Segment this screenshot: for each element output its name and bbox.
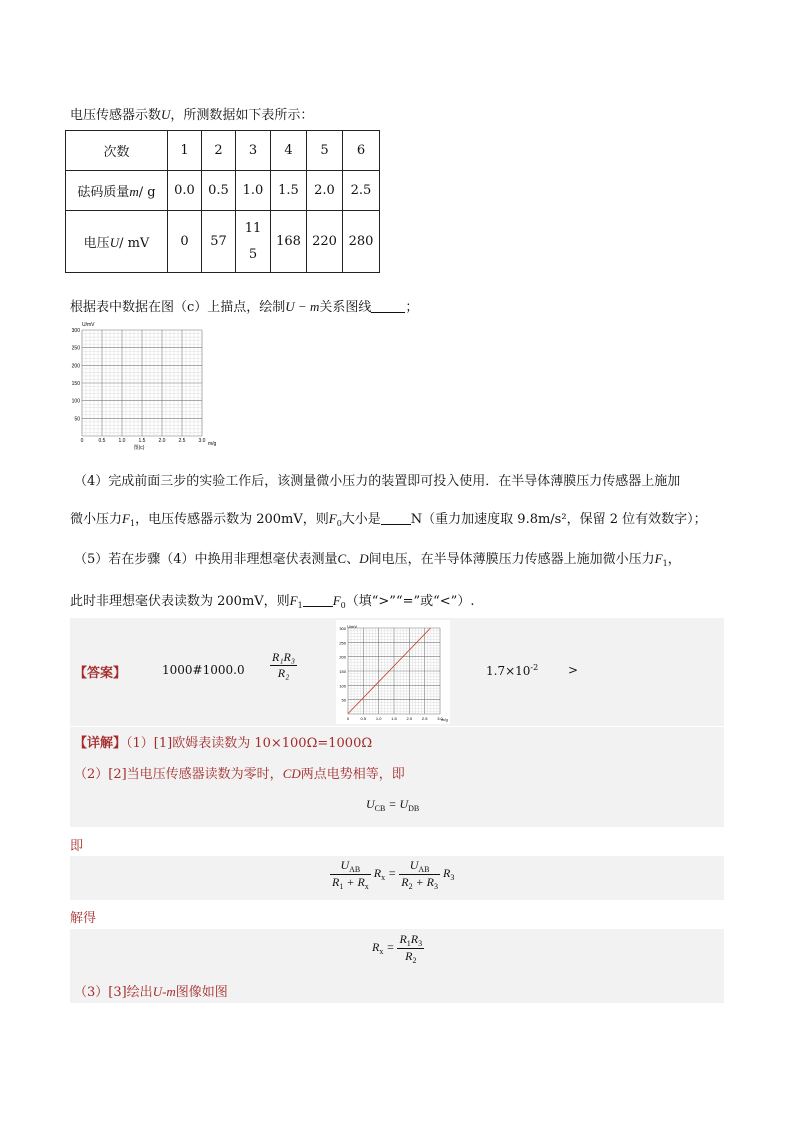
answer-2-fraction: $\frac{\text{R₁R₃}}{\text{R₂}}$ [272, 650, 296, 680]
y-tick-label: 250 [339, 640, 346, 646]
y-tick-label: 200 [339, 654, 346, 660]
detail-line3: （3）[3]绘出U-m图像如图 [74, 984, 228, 1000]
mass-cell: 0.0 [168, 171, 202, 211]
voltage-cell: 0 [168, 211, 202, 273]
voltage-cell: 280 [343, 211, 380, 273]
answer-graph-ylabel: U/mV [347, 624, 357, 629]
x-tick-label: 3.0 [198, 438, 206, 444]
data-table [65, 130, 380, 273]
answer-graph [336, 620, 450, 724]
mass-cell: 2.5 [343, 171, 380, 211]
x-tick-label: 0.5 [360, 716, 367, 721]
graph-xlabel: m/g [208, 441, 217, 447]
mass-cell: 1.5 [271, 171, 307, 211]
ji-label: 即 [70, 839, 84, 854]
answer-blank [303, 595, 333, 607]
jiede-label: 解得 [70, 911, 97, 926]
y-tick-label: 100 [71, 398, 80, 405]
row-header-mass: 砝码质量m/ g [66, 171, 168, 211]
answer-blank [371, 301, 405, 313]
count-cell: 2 [202, 131, 236, 171]
y-tick-label: 150 [339, 669, 346, 674]
q5-line2: 此时非理想毫伏表读数为 200mV，则$F_1$ $F_0$（填“>”“=”或“<”）. [70, 593, 475, 610]
answer-label: 【答案】 [74, 666, 127, 681]
x-tick-label: 2.5 [421, 716, 428, 721]
y-tick-label: 150 [71, 381, 80, 387]
answer-blank [381, 513, 411, 525]
x-tick-label: 3.0 [437, 716, 443, 721]
x-tick-label: 1.0 [118, 438, 126, 444]
y-tick-label: 50 [74, 416, 80, 423]
x-tick-label: 2.0 [406, 716, 413, 721]
graph-c [56, 318, 226, 450]
answer-graph-xlabel: m/g [441, 717, 448, 722]
x-tick-label: 1.5 [138, 438, 146, 444]
answer-4: > [568, 663, 579, 677]
count-cell: 6 [343, 131, 380, 171]
y-tick-label: 200 [71, 363, 80, 370]
mass-cell: 1.0 [236, 171, 271, 211]
voltage-cell: 57 [202, 211, 236, 273]
x-tick-label: 2.0 [158, 438, 166, 444]
x-tick-label: 0 [80, 438, 84, 444]
detail-line2: （2）[2]当电压传感器读数为零时，CD两点电势相等，即 [74, 766, 405, 782]
equation-1: $U_{CB} = U_{DB}$ [366, 797, 420, 813]
y-tick-label: 300 [71, 328, 80, 334]
y-tick-label: 50 [341, 697, 346, 703]
q4-line1: （4）完成前面三步的实验工作后，该测量微小压力的装置即可投入使用．在半导体薄膜压力传感器上施加 [74, 474, 681, 489]
x-tick-label: 1.5 [391, 716, 397, 721]
equation-2: $\frac{U_{AB}}{R_1 + R_x}$ $R_x$ = $\frac{U_{AB}}{R_2 + R_3}$ $R_3$ [332, 858, 455, 891]
count-cell: 4 [271, 131, 307, 171]
graph-caption: 图(c) [133, 445, 145, 450]
y-tick-label: 300 [339, 626, 346, 631]
count-cell: 1 [168, 131, 202, 171]
x-tick-label: 0 [346, 716, 350, 721]
graph-ylabel: U/mV [82, 322, 95, 328]
row-header-voltage: 电压U/ mV [66, 211, 168, 273]
count-cell: 3 [236, 131, 271, 171]
detail-line1: 【详解】（1）[1]欧姆表读数为 10×100Ω=1000Ω [74, 736, 373, 751]
mass-cell: 0.5 [202, 171, 236, 211]
plot-instruction: 根据表中数据在图（c）上描点，绘制U − m关系图线 ； [70, 299, 419, 315]
mass-cell: 2.0 [307, 171, 343, 211]
count-cell: 5 [307, 131, 343, 171]
equation-3: $R_x$ = $\frac{R_1R_3}{R_2}$ [372, 932, 423, 965]
voltage-cell: 168 [271, 211, 307, 273]
y-tick-label: 100 [339, 683, 346, 689]
y-tick-label: 250 [71, 345, 80, 352]
intro-line: 电压传感器示数U，所测数据如下表所示： [70, 107, 314, 123]
voltage-cell: 220 [307, 211, 343, 273]
q5-line1: （5）若在步骤（4）中换用非理想毫伏表测量C、D间电压，在半导体薄膜压力传感器上施加微小压力$F_1$， [74, 551, 681, 568]
answer-1: 1000#1000.0 [162, 663, 245, 677]
voltage-cell: 11 5 [236, 211, 271, 273]
x-tick-label: 1.0 [375, 716, 382, 721]
q4-line2: 微小压力$F_1$，电压传感器示数为 200mV，则$F_0$大小是 N（重力加速度取 9.8m/s²，保留 2 位有效数字）； [70, 511, 707, 528]
x-tick-label: 2.5 [178, 438, 186, 444]
answer-3: $1.7\times 10^{-2}$ [486, 663, 539, 678]
row-header-count: 次数 [66, 131, 168, 171]
x-tick-label: 0.5 [98, 438, 106, 444]
